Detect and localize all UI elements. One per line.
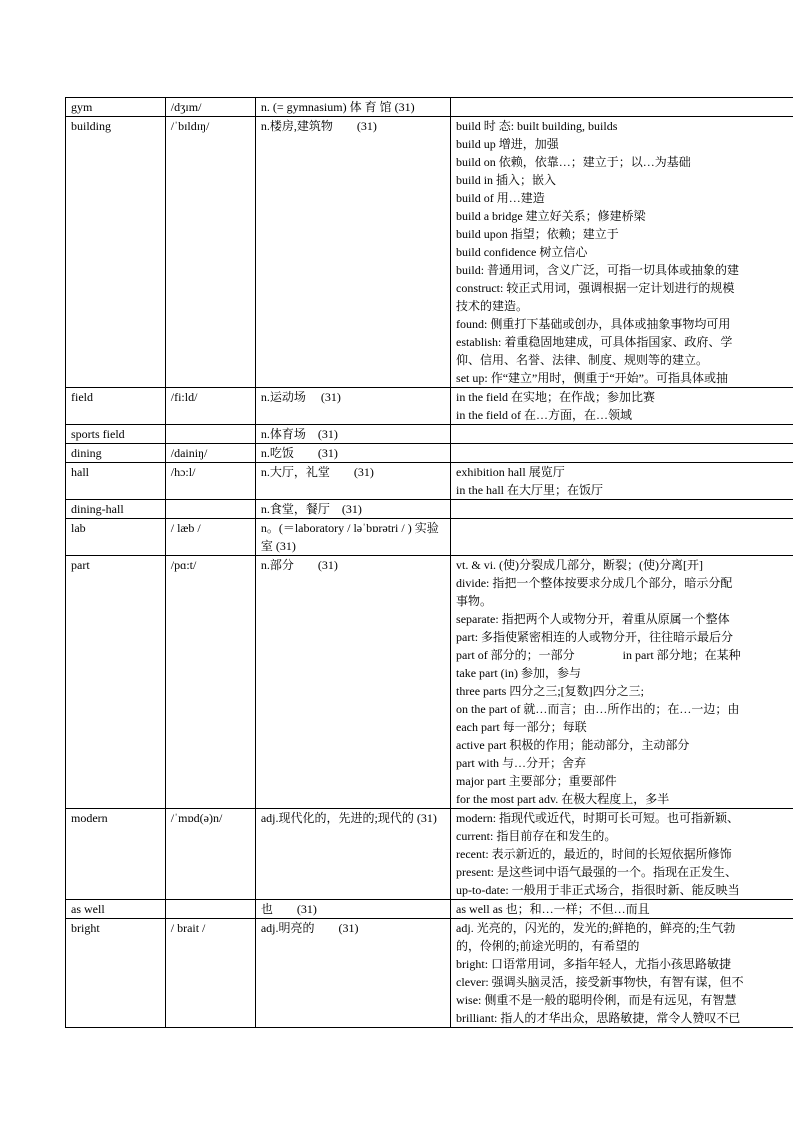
usage-note-line: in the field of 在…方面，在…领域 bbox=[456, 408, 633, 422]
usage-note-line: build on 依赖，依靠…；建立于；以…为基础 bbox=[456, 155, 691, 169]
usage-notes-cell bbox=[451, 444, 793, 463]
word-cell: hall bbox=[66, 463, 166, 500]
word-cell: modern bbox=[66, 809, 166, 900]
vocabulary-table bbox=[65, 97, 793, 1028]
pronunciation-cell: /dainiŋ/ bbox=[165, 444, 255, 463]
usage-note-line: part: 多指使紧密相连的人或物分开，往往暗示最后分 bbox=[456, 630, 734, 644]
usage-note-line: build of 用…建造 bbox=[456, 191, 545, 205]
usage-note-line: present: 是这些词中语气最强的一个。指现在正发生、 bbox=[456, 865, 738, 879]
word-cell: dining bbox=[66, 444, 166, 463]
usage-note-line: three parts 四分之三;[复数]四分之三; bbox=[456, 684, 645, 698]
pronunciation-cell: /ˈbɪldɪŋ/ bbox=[165, 117, 255, 388]
usage-note-line: build 时 态: built building, builds bbox=[456, 119, 618, 133]
usage-notes-cell bbox=[451, 556, 793, 809]
table-row bbox=[66, 117, 793, 388]
usage-note-line: up-to-date: 一般用于非正式场合，指很时新、能反映当 bbox=[456, 883, 740, 897]
usage-notes-cell bbox=[451, 809, 793, 900]
pronunciation-cell: /hɔ:l/ bbox=[165, 463, 255, 500]
meaning-cell bbox=[255, 444, 450, 463]
usage-notes-cell bbox=[451, 117, 793, 388]
usage-note-line: set up: 作“建立”用时，侧重于“开始”。可指具体或抽 bbox=[456, 371, 729, 385]
usage-note-line: recent: 表示新近的，最近的，时间的长短依据所修饰 bbox=[456, 847, 732, 861]
meaning-text: n.运动场 (31) bbox=[260, 390, 341, 404]
meaning-text: n.食堂，餐厅 (31) bbox=[260, 502, 362, 516]
table-row bbox=[66, 444, 793, 463]
usage-notes-cell bbox=[451, 919, 793, 1028]
usage-note-line: part with 与…分开；舍弃 bbox=[456, 756, 587, 770]
table-row bbox=[66, 919, 793, 1028]
usage-note-line: build in 插入；嵌入 bbox=[456, 173, 557, 187]
usage-note-line: as well as 也；和…一样；不但…而且 bbox=[456, 902, 650, 916]
table-row bbox=[66, 463, 793, 500]
usage-note-line: for the most part adv. 在极大程度上，多半 bbox=[456, 792, 670, 806]
usage-note-line: on the part of 就…而言；由…所作出的；在…一边；由 bbox=[456, 702, 740, 716]
table-row bbox=[66, 900, 793, 919]
word-cell: building bbox=[66, 117, 166, 388]
table-row bbox=[66, 556, 793, 809]
usage-note-line: wise: 侧重不是一般的聪明伶俐，而是有远见，有智慧 bbox=[456, 993, 737, 1007]
pronunciation-cell bbox=[165, 900, 255, 919]
meaning-cell bbox=[255, 556, 450, 809]
usage-note-line: in the field 在实地；在作战；参加比赛 bbox=[456, 390, 656, 404]
meaning-cell bbox=[255, 463, 450, 500]
usage-note-line: each part 每一部分；每联 bbox=[456, 720, 587, 734]
usage-note-line: major part 主要部分；重要部件 bbox=[456, 774, 617, 788]
usage-note-line: found: 侧重打下基础或创办，具体或抽象事物均可用 bbox=[456, 317, 731, 331]
usage-notes-cell bbox=[451, 900, 793, 919]
vocabulary-table-body bbox=[66, 98, 793, 1028]
usage-note-line: build confidence 树立信心 bbox=[456, 245, 588, 259]
meaning-text: n.大厅，礼堂 (31) bbox=[260, 465, 374, 479]
word-cell: dining-hall bbox=[66, 500, 166, 519]
meaning-text: n.体育场 (31) bbox=[260, 427, 338, 441]
pronunciation-cell bbox=[165, 500, 255, 519]
meaning-cell bbox=[255, 500, 450, 519]
meaning-cell bbox=[255, 388, 450, 425]
word-cell: as well bbox=[66, 900, 166, 919]
usage-note-line: 技术的建造。 bbox=[456, 299, 529, 313]
pronunciation-cell bbox=[165, 425, 255, 444]
usage-note-line: exhibition hall 展览厅 bbox=[456, 465, 565, 479]
meaning-cell bbox=[255, 809, 450, 900]
pronunciation-cell: /ˈmɒd(ə)n/ bbox=[165, 809, 255, 900]
word-cell: sports field bbox=[66, 425, 166, 444]
usage-notes-cell bbox=[451, 463, 793, 500]
usage-note-line: in the hall 在大厅里；在饭厅 bbox=[456, 483, 604, 497]
pronunciation-cell: / læb / bbox=[165, 519, 255, 556]
pronunciation-cell: /pɑ:t/ bbox=[165, 556, 255, 809]
usage-note-line: part of 部分的；一部分 in part 部分地；在某种 bbox=[456, 648, 741, 662]
meaning-text: adj.现代化的，先进的;现代的 (31) bbox=[260, 811, 437, 825]
usage-note-line: divide: 指把一个整体按要求分成几个部分，暗示分配 bbox=[456, 576, 733, 590]
table-row bbox=[66, 519, 793, 556]
pronunciation-cell: /fi:ld/ bbox=[165, 388, 255, 425]
usage-note-line: adj. 光亮的，闪光的，发光的;鲜艳的，鲜亮的;生气勃 bbox=[456, 921, 736, 935]
usage-note-line: take part (in) 参加，参与 bbox=[456, 666, 582, 680]
table-row bbox=[66, 98, 793, 117]
usage-notes-cell bbox=[451, 388, 793, 425]
word-cell: bright bbox=[66, 919, 166, 1028]
usage-notes-cell bbox=[451, 500, 793, 519]
word-cell: gym bbox=[66, 98, 166, 117]
usage-note-line: 的，伶俐的;前途光明的，有希望的 bbox=[456, 939, 640, 953]
table-row bbox=[66, 500, 793, 519]
meaning-text: n.部分 (31) bbox=[260, 558, 338, 572]
meaning-text: n。(＝laboratory / ləˈbɒrətri / ) 实验室 (31) bbox=[260, 521, 439, 553]
usage-note-line: 事物。 bbox=[456, 594, 493, 608]
word-cell: part bbox=[66, 556, 166, 809]
usage-note-line: establish: 着重稳固地建成，可具体指国家、政府、学 bbox=[456, 335, 733, 349]
usage-note-line: bright: 口语常用词，多指年轻人，尤指小孩思路敏捷 bbox=[456, 957, 732, 971]
meaning-cell bbox=[255, 425, 450, 444]
usage-note-line: build upon 指望；依赖；建立于 bbox=[456, 227, 619, 241]
usage-notes-cell bbox=[451, 425, 793, 444]
meaning-text: 也 (31) bbox=[260, 902, 317, 916]
meaning-text: n.吃饭 (31) bbox=[260, 446, 338, 460]
usage-note-line: active part 积极的作用；能动部分，主动部分 bbox=[456, 738, 690, 752]
usage-note-line: build: 普通用词，含义广泛，可指一切具体或抽象的建 bbox=[456, 263, 740, 277]
usage-note-line: 仰、信用、名誉、法律、制度、规则等的建立。 bbox=[456, 353, 709, 367]
usage-notes-cell bbox=[451, 519, 793, 556]
usage-note-line: clever: 强调头脑灵活，接受新事物快，有智有谋，但不 bbox=[456, 975, 744, 989]
usage-note-line: build a bridge 建立好关系；修建桥梁 bbox=[456, 209, 646, 223]
usage-note-line: current: 指目前存在和发生的。 bbox=[456, 829, 617, 843]
meaning-cell bbox=[255, 519, 450, 556]
usage-notes-cell bbox=[451, 98, 793, 117]
usage-note-line: vt. & vi. (使)分裂成几部分，断裂；(使)分离[开] bbox=[456, 558, 704, 572]
usage-note-line: brilliant: 指人的才华出众，思路敏捷，常令人赞叹不已 bbox=[456, 1011, 741, 1025]
table-row bbox=[66, 388, 793, 425]
usage-note-line: separate: 指把两个人或物分开，着重从原属一个整体 bbox=[456, 612, 730, 626]
table-row bbox=[66, 809, 793, 900]
word-cell: field bbox=[66, 388, 166, 425]
meaning-cell bbox=[255, 98, 450, 117]
meaning-cell bbox=[255, 919, 450, 1028]
pronunciation-cell: / brait / bbox=[165, 919, 255, 1028]
usage-note-line: modern: 指现代或近代，时期可长可短。也可指新颖、 bbox=[456, 811, 740, 825]
usage-note-line: build up 增进，加强 bbox=[456, 137, 559, 151]
pronunciation-cell: /dʒɪm/ bbox=[165, 98, 255, 117]
word-cell: lab bbox=[66, 519, 166, 556]
meaning-text: n.楼房,建筑物 (31) bbox=[260, 119, 377, 133]
meaning-text: n. (= gymnasium) 体 育 馆 (31) bbox=[260, 100, 415, 114]
meaning-cell bbox=[255, 900, 450, 919]
meaning-text: adj.明亮的 (31) bbox=[260, 921, 359, 935]
meaning-cell bbox=[255, 117, 450, 388]
table-row bbox=[66, 425, 793, 444]
usage-note-line: construct: 较正式用词，强调根据一定计划进行的规模 bbox=[456, 281, 735, 295]
